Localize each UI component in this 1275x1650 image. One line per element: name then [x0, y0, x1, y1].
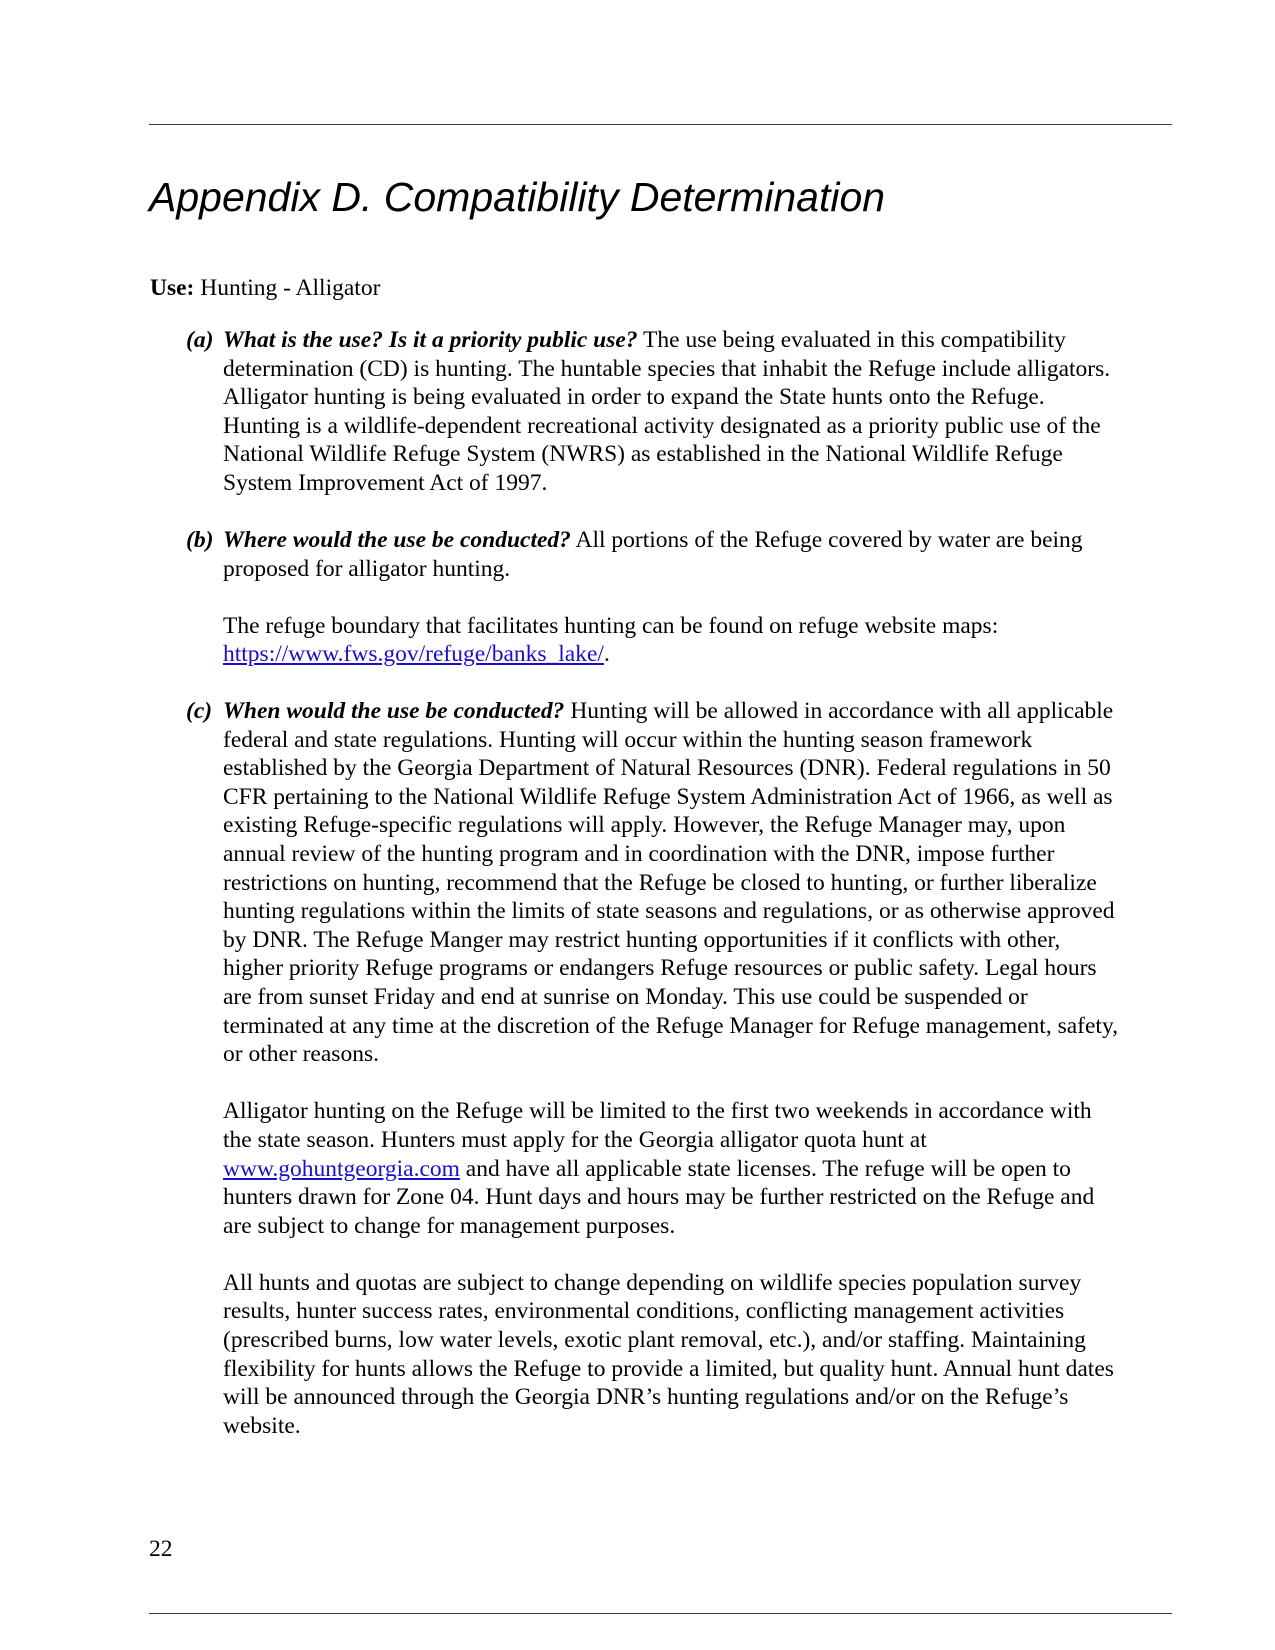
section-a-paragraph [223, 326, 1176, 498]
section-c-line: hunters drawn for Zone 04. Hunt days and hours may be further restricted on the Refuge and [223, 1184, 1095, 1211]
use-label: Use: [150, 275, 195, 301]
section-b-paragraph-2 [223, 612, 1176, 669]
section-b [186, 526, 1176, 669]
section-c-line: When would the use be conducted? Hunting will be allowed in accordance with all applicable [223, 698, 1114, 724]
section-c-line: hunting regulations within the limits of state seasons and regulations, or as otherwise approved [223, 898, 1115, 925]
use-value: Hunting - Alligator [200, 275, 381, 301]
section-a-line: determination (CD) is hunting. The huntable species that inhabit the Refuge include alligators. [223, 355, 1111, 382]
section-a [186, 326, 1176, 498]
section-c [186, 697, 1176, 1440]
section-c-line: www.gohuntgeorgia.com and have all applicable state licenses. The refuge will be open to [223, 1155, 1071, 1182]
section-b-line: https://www.fws.gov/refuge/banks_lake/. [223, 641, 610, 668]
section-c-line: CFR pertaining to the National Wildlife Refuge System Administration Act of 1966, as well as [223, 783, 1113, 810]
page-number: 22 [149, 1536, 173, 1562]
section-a-marker: (a) [186, 327, 214, 353]
section-c-line: results, hunter success rates, environmental conditions, conflicting management activities [223, 1298, 1065, 1325]
use-line [150, 274, 380, 302]
section-c-question: When would the use be conducted? [223, 698, 565, 724]
section-c-paragraph-2 [223, 1097, 1176, 1240]
section-b-paragraph [223, 526, 1176, 583]
section-c-line: higher priority Refuge programs or endangers Refuge resources or public safety. Legal hours [223, 955, 1097, 982]
section-b-line: The refuge boundary that facilitates hunting can be found on refuge website maps: [223, 612, 999, 639]
section-a-line: What is the use? Is it a priority public use? The use being evaluated in this compatibility [223, 327, 1066, 353]
footer-rule [149, 1613, 1172, 1614]
section-a-line: National Wildlife Refuge System (NWRS) as established in the National Wildlife Refuge [223, 441, 1063, 468]
gohuntgeorgia-link[interactable]: www.gohuntgeorgia.com [223, 1155, 460, 1182]
section-b-line: Where would the use be conducted? All portions of the Refuge covered by water are being [223, 527, 1083, 553]
section-c-line: federal and state regulations. Hunting will occur within the hunting season framework [223, 726, 1033, 753]
section-c-line: flexibility for hunts allows the Refuge to provide a limited, but quality hunt. Annual hunt dates [223, 1355, 1114, 1382]
section-c-line: (prescribed burns, low water levels, exotic plant removal, etc.), and/or staffing. Maintaining [223, 1327, 1086, 1354]
section-c-line: the state season. Hunters must apply for the Georgia alligator quota hunt at [223, 1126, 927, 1153]
section-c-paragraph-3 [223, 1269, 1176, 1441]
section-c-line: annual review of the hunting program and in coordination with the DNR, impose further [223, 840, 1055, 867]
section-c-marker: (c) [186, 698, 213, 724]
section-a-line: Alligator hunting is being evaluated in order to expand the State hunts onto the Refuge. [223, 384, 1045, 411]
section-c-line: restrictions on hunting, recommend that the Refuge be closed to hunting, or further liberalize [223, 869, 1097, 896]
section-a-question: What is the use? Is it a priority public use? [223, 327, 638, 353]
section-b-marker: (b) [186, 527, 214, 553]
section-c-line: Alligator hunting on the Refuge will be limited to the first two weekends in accordance with [223, 1098, 1092, 1125]
page-title: Appendix D. Compatibility Determination [149, 174, 886, 220]
section-a-line: Hunting is a wildlife-dependent recreational activity designated as a priority public use of the [223, 412, 1101, 439]
section-c-line: website. [223, 1412, 301, 1439]
section-b-line: proposed for alligator hunting. [223, 555, 511, 582]
section-c-line: are subject to change for management purposes. [223, 1212, 676, 1239]
section-c-line: or other reasons. [223, 1041, 379, 1068]
section-c-line: existing Refuge-specific regulations will apply. However, the Refuge Manager may, upon [223, 812, 1066, 839]
section-c-line: by DNR. The Refuge Manger may restrict hunting opportunities if it conflicts with other, [223, 926, 1061, 953]
section-b-question: Where would the use be conducted? [223, 527, 571, 553]
section-c-line: will be announced through the Georgia DNR’s hunting regulations and/or on the Refuge’s [223, 1384, 1069, 1411]
section-c-line: terminated at any time at the discretion of the Refuge Manager for Refuge management, safety, [223, 1012, 1119, 1039]
refuge-website-link[interactable]: https://www.fws.gov/refuge/banks_lake/ [223, 641, 604, 668]
section-c-line: All hunts and quotas are subject to change depending on wildlife species population survey [223, 1269, 1082, 1296]
header-rule [149, 124, 1172, 125]
section-c-line: are from sunset Friday and end at sunrise on Monday. This use could be suspended or [223, 983, 1028, 1010]
section-c-paragraph [223, 697, 1176, 1069]
section-a-line: System Improvement Act of 1997. [223, 469, 548, 496]
section-c-line: established by the Georgia Department of Natural Resources (DNR). Federal regulations in 50 [223, 755, 1111, 782]
